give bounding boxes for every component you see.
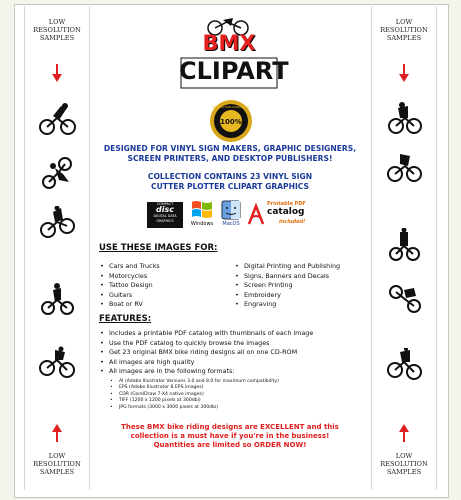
label-line: RESOLUTION bbox=[380, 26, 428, 34]
list-item: • Use the PDF catalog to quickly browse the images bbox=[99, 339, 313, 349]
closing-line: These BMX bike riding designs are EXCELLENT and this bbox=[121, 423, 339, 431]
low-res-label-top bbox=[25, 18, 89, 42]
list-item: • Cars and Trucks bbox=[99, 262, 160, 272]
right-sample-column bbox=[371, 6, 437, 490]
closing-message bbox=[89, 423, 371, 450]
windows-badge bbox=[187, 200, 217, 230]
up-arrow-icon bbox=[398, 424, 410, 442]
disc-label: disc bbox=[156, 205, 174, 214]
bmx-rider-icon bbox=[39, 206, 77, 240]
pdf-label: included! bbox=[279, 219, 306, 225]
features-title: FEATURES: bbox=[99, 314, 152, 324]
collection-line: COLLECTION CONTAINS 23 VINYL SIGN bbox=[147, 172, 313, 181]
label-line: RESOLUTION bbox=[33, 460, 81, 468]
closing-line: collection is a must have if you're in the business! bbox=[130, 432, 330, 440]
pdf-icon bbox=[247, 202, 265, 226]
pdf-label: catalog bbox=[267, 207, 305, 217]
features-list bbox=[99, 329, 313, 377]
pdf-label: Printable PDF bbox=[267, 201, 306, 207]
list-item: • Digital Printing and Publishing bbox=[234, 262, 340, 272]
list-item: • Screen Printing bbox=[234, 281, 340, 291]
bmx-rider-icon bbox=[386, 282, 424, 316]
list-item: • Embroidery bbox=[234, 291, 340, 301]
list-item: • Tattoo Design bbox=[99, 281, 160, 291]
list-item: • TIFF (1200 x 1200 pixels at 300dbi) bbox=[107, 398, 279, 404]
uses-list-left bbox=[99, 262, 160, 310]
list-item: • Boat or RV bbox=[99, 300, 160, 310]
down-arrow-icon bbox=[51, 64, 63, 82]
satisfaction-seal-icon bbox=[209, 99, 253, 143]
list-item: • Engraving bbox=[234, 300, 340, 310]
low-res-label-bottom bbox=[372, 452, 436, 476]
left-sample-column bbox=[24, 6, 90, 490]
label-line: SAMPLES bbox=[39, 468, 75, 476]
up-arrow-icon bbox=[51, 424, 63, 442]
bmx-rider-icon bbox=[39, 346, 77, 380]
headline-line: DESIGNED FOR VINYL SIGN MAKERS, GRAPHIC DESIGNERS, bbox=[103, 144, 357, 153]
bmx-rider-icon bbox=[39, 102, 77, 136]
disc-label: GRAPHICS bbox=[156, 219, 174, 223]
low-res-label-bottom bbox=[25, 452, 89, 476]
headline bbox=[89, 144, 371, 163]
bmx-rider-icon bbox=[386, 228, 424, 262]
uses-list-right bbox=[234, 262, 340, 310]
bmx-rider-icon bbox=[386, 152, 424, 186]
label-line: LOW bbox=[48, 452, 66, 460]
low-res-label-top bbox=[372, 18, 436, 42]
collection-line: CUTTER PLOTTER CLIPART GRAPHICS bbox=[151, 181, 309, 191]
label-line: RESOLUTION bbox=[380, 460, 428, 468]
list-item: • CDR (CorelDraw 7-X4 native images) bbox=[107, 392, 279, 398]
list-item: • Guitars bbox=[99, 291, 160, 301]
mac-face-icon bbox=[221, 200, 241, 220]
list-item: • Motorcycles bbox=[99, 272, 160, 282]
bmx-rider-icon bbox=[39, 156, 77, 190]
label-line: SAMPLES bbox=[39, 34, 75, 42]
windows-logo-icon bbox=[191, 200, 213, 220]
list-item: • Get 23 original BMX bike riding designs all on one CD-ROM bbox=[99, 348, 313, 358]
seal-text: 100% bbox=[220, 118, 242, 126]
list-item: • JPG formats (3000 x 3000 pixels at 300dbi) bbox=[107, 405, 279, 411]
collection-text bbox=[89, 172, 371, 191]
format-badges bbox=[147, 200, 317, 230]
down-arrow-icon bbox=[398, 64, 410, 82]
label-line: SAMPLES bbox=[386, 34, 422, 42]
list-item: • All images are high quality bbox=[99, 358, 313, 368]
compact-disc-badge bbox=[147, 202, 183, 228]
list-item: • AI (Adobe Illustrator Versions 3.0 and 8.0 for maximum compatibility) bbox=[107, 379, 279, 385]
uses-title: USE THESE IMAGES FOR: bbox=[99, 243, 218, 253]
seal-ring-text: SATISFACTION GUARANTEED bbox=[212, 106, 250, 109]
macos-badge bbox=[219, 200, 243, 230]
label-line: LOW bbox=[395, 452, 413, 460]
label-line: SAMPLES bbox=[386, 468, 422, 476]
closing-line: Quantities are limited so ORDER NOW! bbox=[153, 441, 307, 449]
logo-text-clipart: CLIPART bbox=[179, 57, 289, 85]
disc-label: DIGITAL DATA bbox=[153, 214, 177, 218]
windows-label: Windows bbox=[190, 221, 214, 227]
label-line: RESOLUTION bbox=[33, 26, 81, 34]
bmx-rider-icon bbox=[386, 102, 424, 136]
label-line: LOW bbox=[395, 18, 413, 26]
logo-text-bmx: BMX bbox=[202, 31, 256, 55]
macos-label: MacOS bbox=[222, 221, 240, 227]
pdf-catalog-badge bbox=[247, 200, 317, 230]
list-item: • EPS (Adobe Illustrator 8 EPS images) bbox=[107, 385, 279, 391]
list-item: • All images are in the following formats: bbox=[99, 367, 313, 377]
list-item: • Includes a printable PDF catalog with thumbnails of each image bbox=[99, 329, 313, 339]
main-content bbox=[89, 6, 371, 490]
list-item: • Signs, Banners and Decals bbox=[234, 272, 340, 282]
disc-label: COMPACT bbox=[156, 202, 174, 206]
bmx-rider-icon bbox=[39, 282, 77, 316]
formats-list bbox=[107, 379, 279, 411]
bmx-clipart-logo bbox=[179, 18, 289, 94]
bmx-rider-icon bbox=[386, 348, 424, 382]
headline-line: SCREEN PRINTERS, AND DESKTOP PUBLISHERS! bbox=[127, 153, 333, 163]
label-line: LOW bbox=[48, 18, 66, 26]
